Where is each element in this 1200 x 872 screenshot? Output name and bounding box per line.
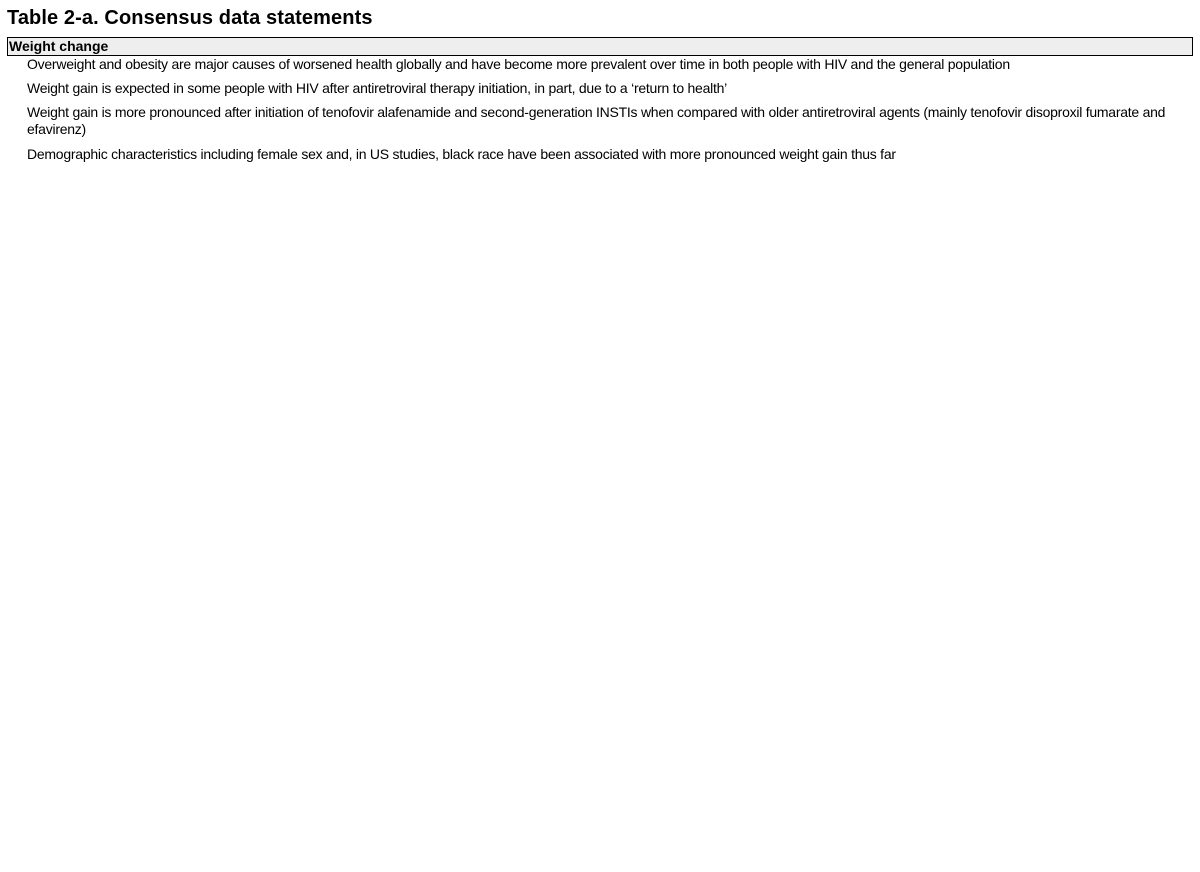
section-header: [7, 37, 1193, 56]
statement-item: Weight gain is expected in some people with HIV after antiretroviral therapy initiation, in part, due to a ‘return to health’: [27, 80, 728, 96]
statement-item: Overweight and obesity are major causes of worsened health globally and have become more prevalent over time in both people with HIV and the general population: [27, 56, 1010, 72]
statement-item: Weight gain is more pronounced after initiation of tenofovir alafenamide and second-generation INSTIs when compared with older antiretroviral agents (mainly tenofovir disoproxil fumarate and efavirenz): [27, 104, 1166, 137]
statement-item: Demographic characteristics including female sex and, in US studies, black race have been associated with more pronounced weight gain thus far: [27, 146, 896, 162]
section-heading: Weight change: [9, 38, 109, 54]
table-title: Table 2-a. Consensus data statements: [7, 7, 373, 29]
